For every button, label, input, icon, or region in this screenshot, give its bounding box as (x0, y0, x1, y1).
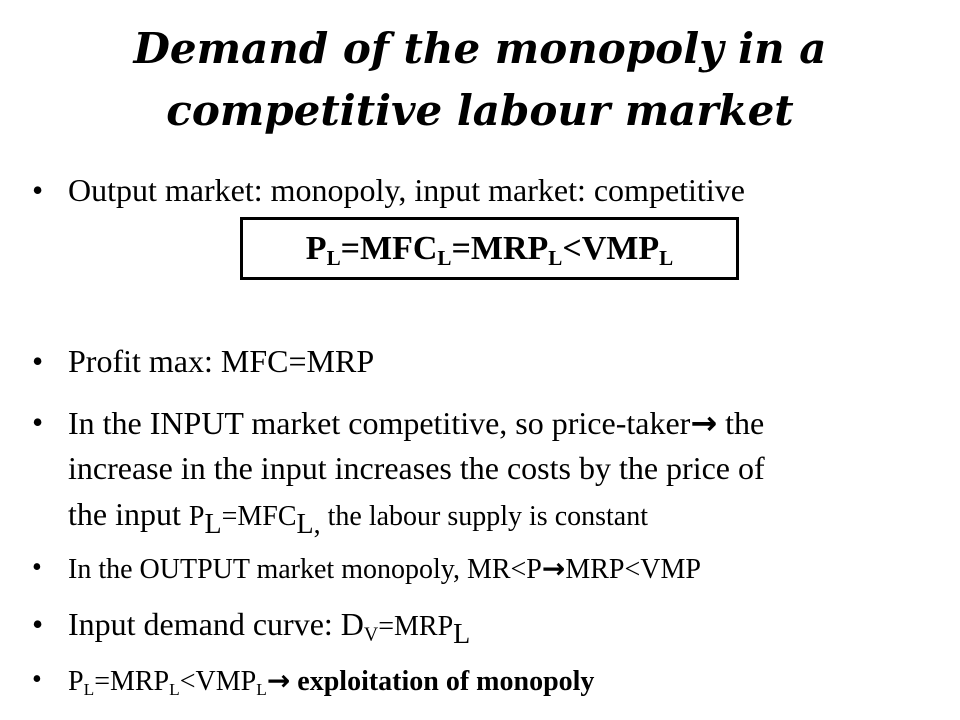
bullet-dot: • (32, 343, 44, 379)
bullet-dot: • (32, 552, 42, 583)
bullet-input-market-line1: In the INPUT market competitive, so price-taker→ the (68, 404, 765, 442)
bullet-dot: • (32, 172, 44, 208)
bullet-profit-max: Profit max: MFC=MRP (68, 343, 375, 379)
bullet-output-market: Output market: monopoly, input market: competitive (68, 172, 745, 208)
bullet-exploitation: $P_L=MRP_L<VMP_L\to$ exploitation of monopoly (68, 664, 595, 699)
bullet-input-market-line3: the input $P_L=MFC_{L,}$ the labour supply is constant (68, 496, 649, 540)
title-line-2: competitive labour market (166, 86, 794, 135)
bullet-input-demand-curve: Input demand curve: $D_V=MRP_L$ (68, 606, 471, 650)
bullet-input-market-line2: increase in the input increases the costs by the price of (68, 450, 765, 486)
arrow-right-icon: → (690, 404, 718, 442)
arrow-right-icon: → (541, 552, 566, 585)
bullet-output-market-monopoly: In the OUTPUT market monopoly, MR<P→MRP<VMP (68, 552, 701, 585)
slide-title (0, 18, 960, 142)
arrow-right-icon: → (266, 664, 291, 697)
bullet-dot: • (32, 606, 44, 642)
bullet-dot: • (32, 664, 42, 695)
formula-box: $P_L=MFC_L=MRP_L<VMP_L$ (240, 217, 739, 280)
title-line-1: Demand of the monopoly in a (133, 24, 827, 73)
bullet-dot: • (32, 404, 44, 440)
